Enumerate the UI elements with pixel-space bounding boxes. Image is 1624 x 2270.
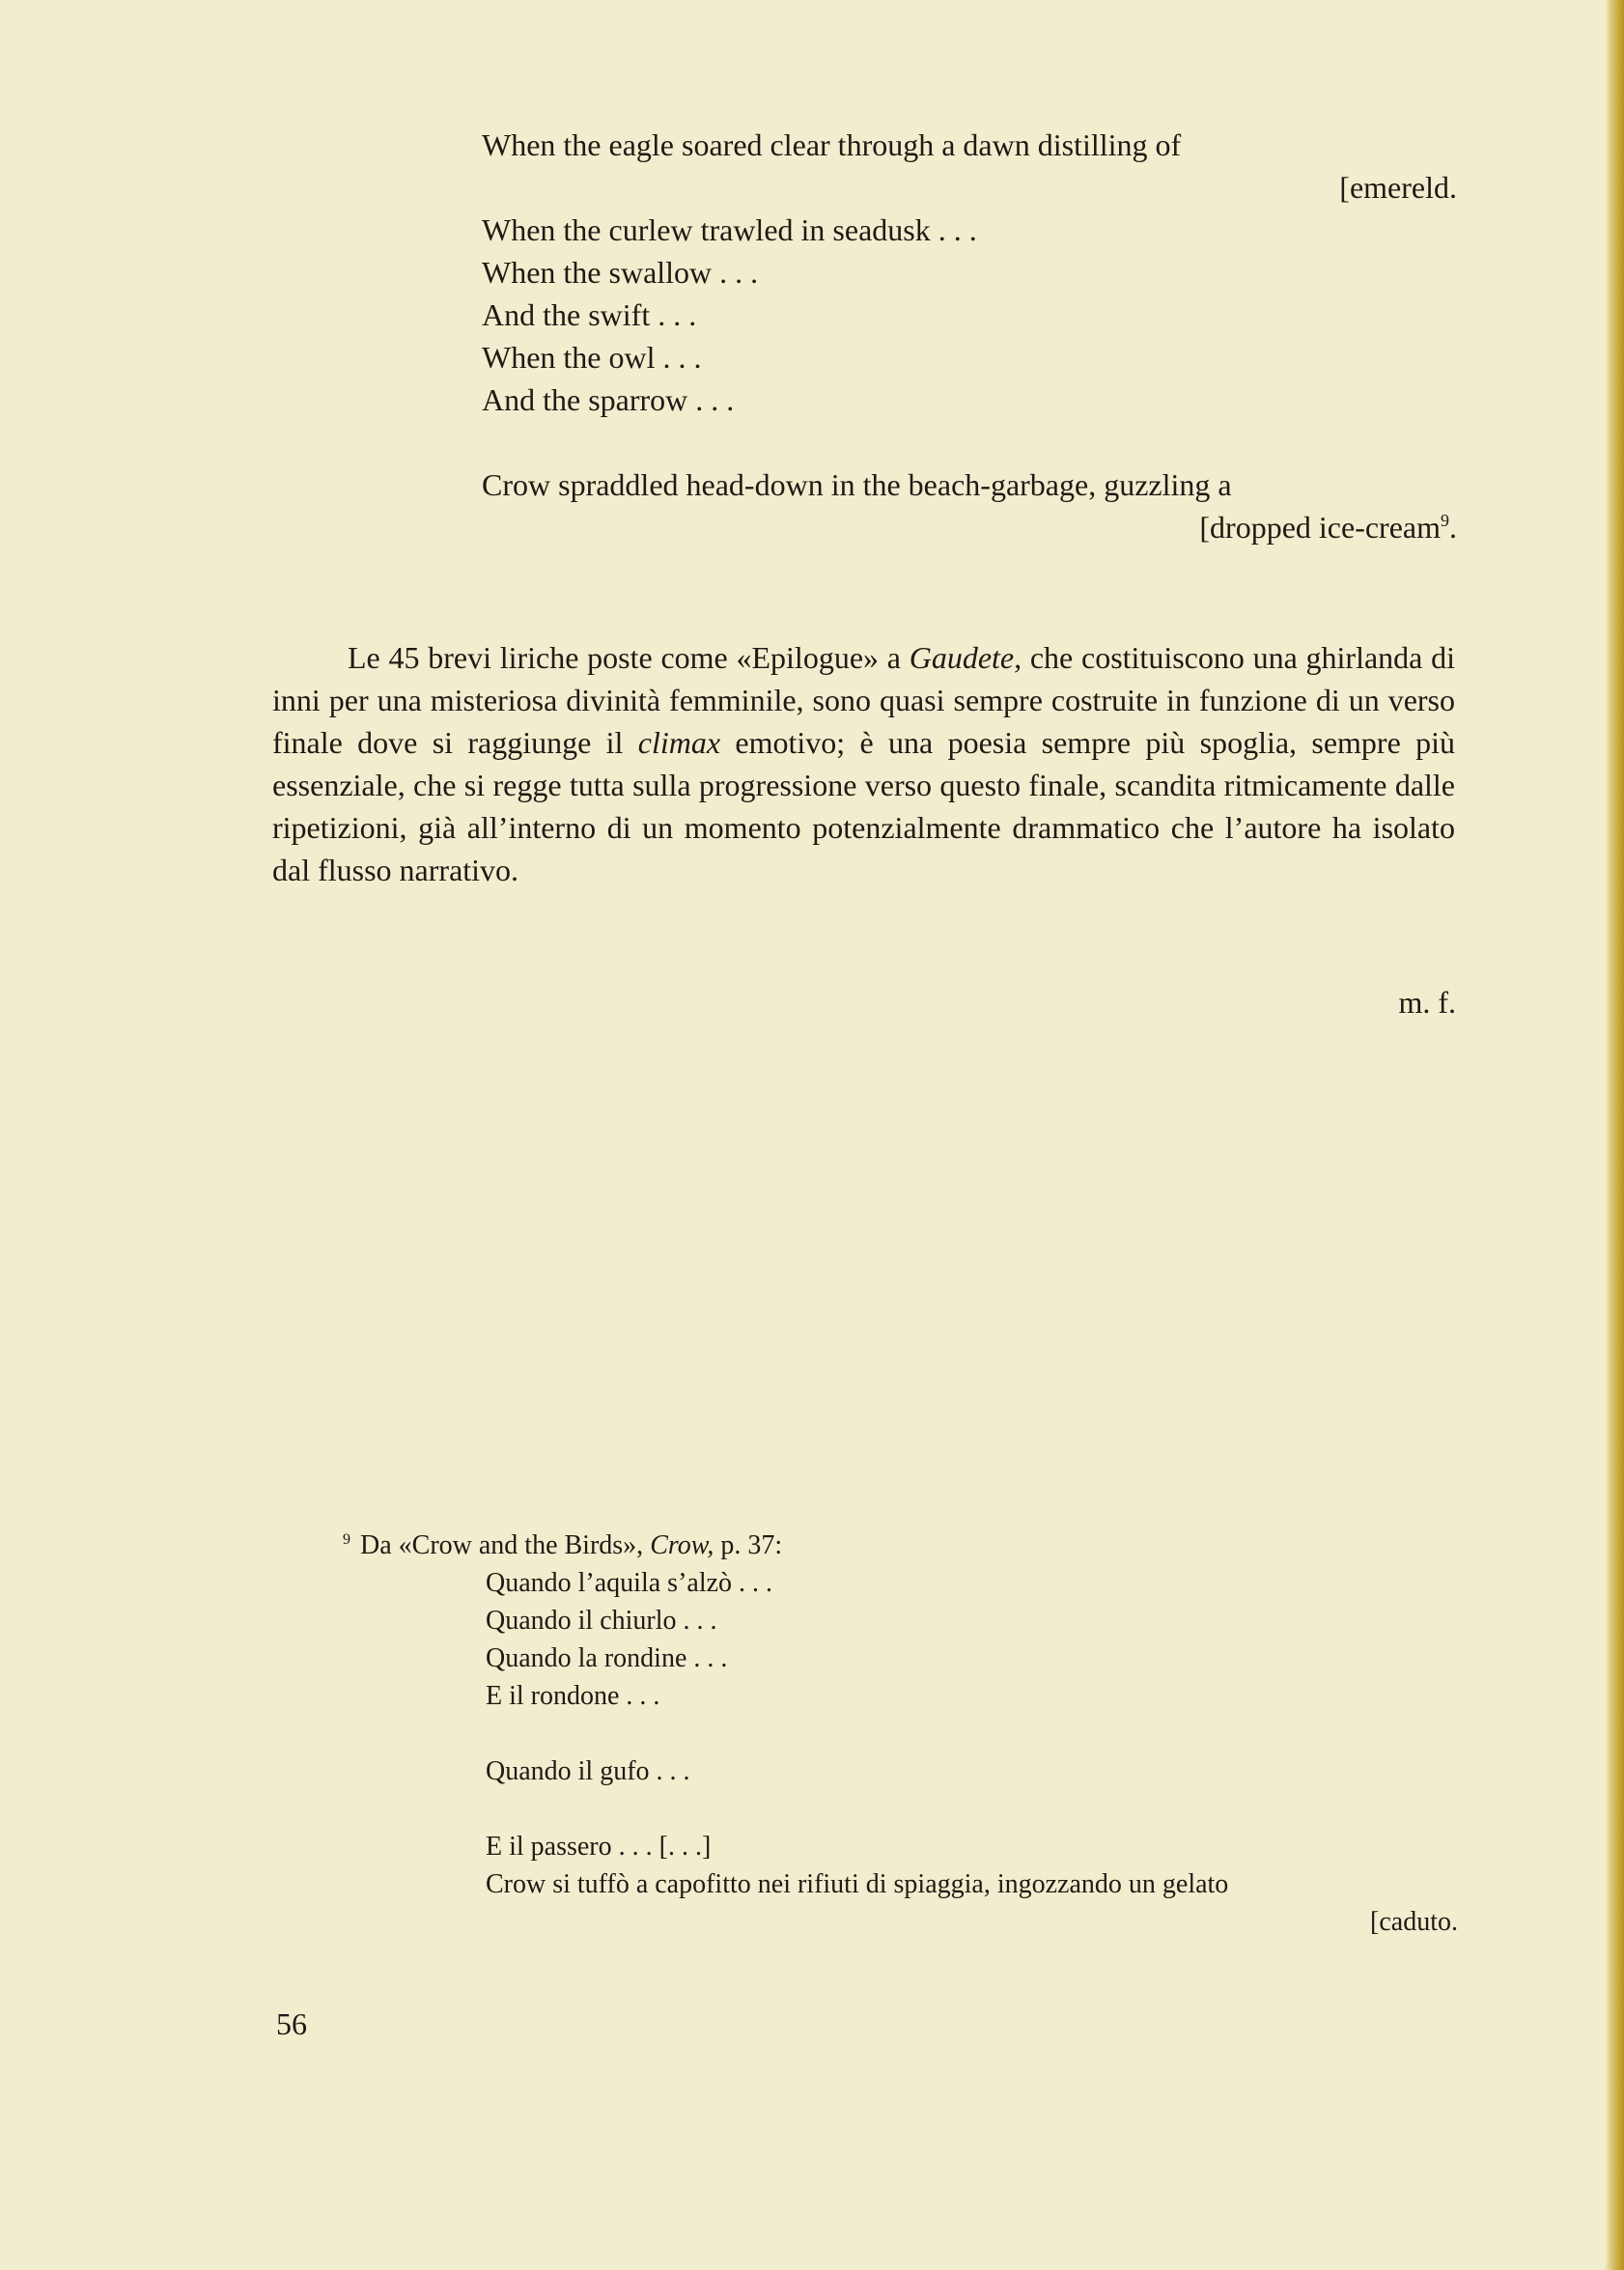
translation-line: Quando l’aquila s’alzò . . . [486, 1568, 773, 1598]
poem-line-continuation [482, 506, 1457, 548]
translation-line-continuation: [caduto. [1370, 1907, 1458, 1937]
footnote-page-ref: p. 37: [714, 1530, 783, 1560]
translation-line: E il rondone . . . [486, 1681, 660, 1711]
commentary-text-part: che costituiscono una ghirlanda di inni per una misteriosa divinità femminile, sono quasi sempre costruite in funzione di un verso finale dove si raggiunge il [272, 640, 1456, 760]
poem-line-text: [dropped ice-cream [1199, 510, 1441, 545]
poem-line: When the eagle soared clear through a dawn distilling of [482, 127, 1182, 162]
poem-line: When the owl . . . [482, 340, 702, 375]
poem-line: When the curlew trawled in seadusk . . . [482, 212, 977, 247]
poem-excerpt [482, 124, 1457, 548]
translation-line: Quando il gufo . . . [486, 1756, 690, 1786]
translation-line: E il passero . . . [. . .] [486, 1832, 712, 1862]
commentary-paragraph [272, 636, 1455, 891]
translation-line: Quando la rondine . . . [486, 1643, 728, 1673]
footnote-reference: 9 [1441, 511, 1449, 530]
commentary-text-part: Le 45 brevi liriche poste come «Epilogue» a [348, 640, 910, 675]
footnote-work-title: Crow, [650, 1530, 714, 1560]
poem-line: And the swift . . . [482, 297, 697, 332]
author-initials: m. f. [1398, 985, 1456, 1020]
poem-line-period: . [1449, 510, 1457, 545]
work-title: Gaudete, [909, 640, 1022, 675]
commentary-text [272, 636, 1455, 891]
translation-line: Quando il chiurlo . . . [486, 1606, 717, 1636]
poem-line: And the sparrow . . . [482, 382, 735, 417]
poem-line: When the swallow . . . [482, 255, 759, 290]
footnote-translation [486, 1564, 1458, 1941]
poem-line: Crow spraddled head-down in the beach-garbage, guzzling a [482, 467, 1232, 502]
translation-line: Crow si tuffò a capofitto nei rifiuti di spiaggia, ingozzando un gelato [486, 1869, 1229, 1899]
footnote-lead-text: Da «Crow and the Birds», [360, 1530, 651, 1560]
poem-line-continuation: [emereld. [1339, 170, 1457, 205]
page-number: 56 [276, 2006, 307, 2041]
italic-term: climax [637, 725, 721, 760]
footnote-lead [343, 1527, 1458, 1564]
footnote [343, 1527, 1458, 1941]
commentary-text-part: emotivo; è una poesia sempre più spoglia, sempre più essenziale, che si regge tutta sulla progressione verso questo finale, scandita ritmicamente dalle ripetizioni, già all’interno di un momento potenzialmente drammatico che l’autore ha isolato dal flusso narrativo. [272, 725, 1456, 887]
page-edge-shadow [1605, 0, 1624, 2270]
footnote-mark: 9 [343, 1531, 350, 1548]
